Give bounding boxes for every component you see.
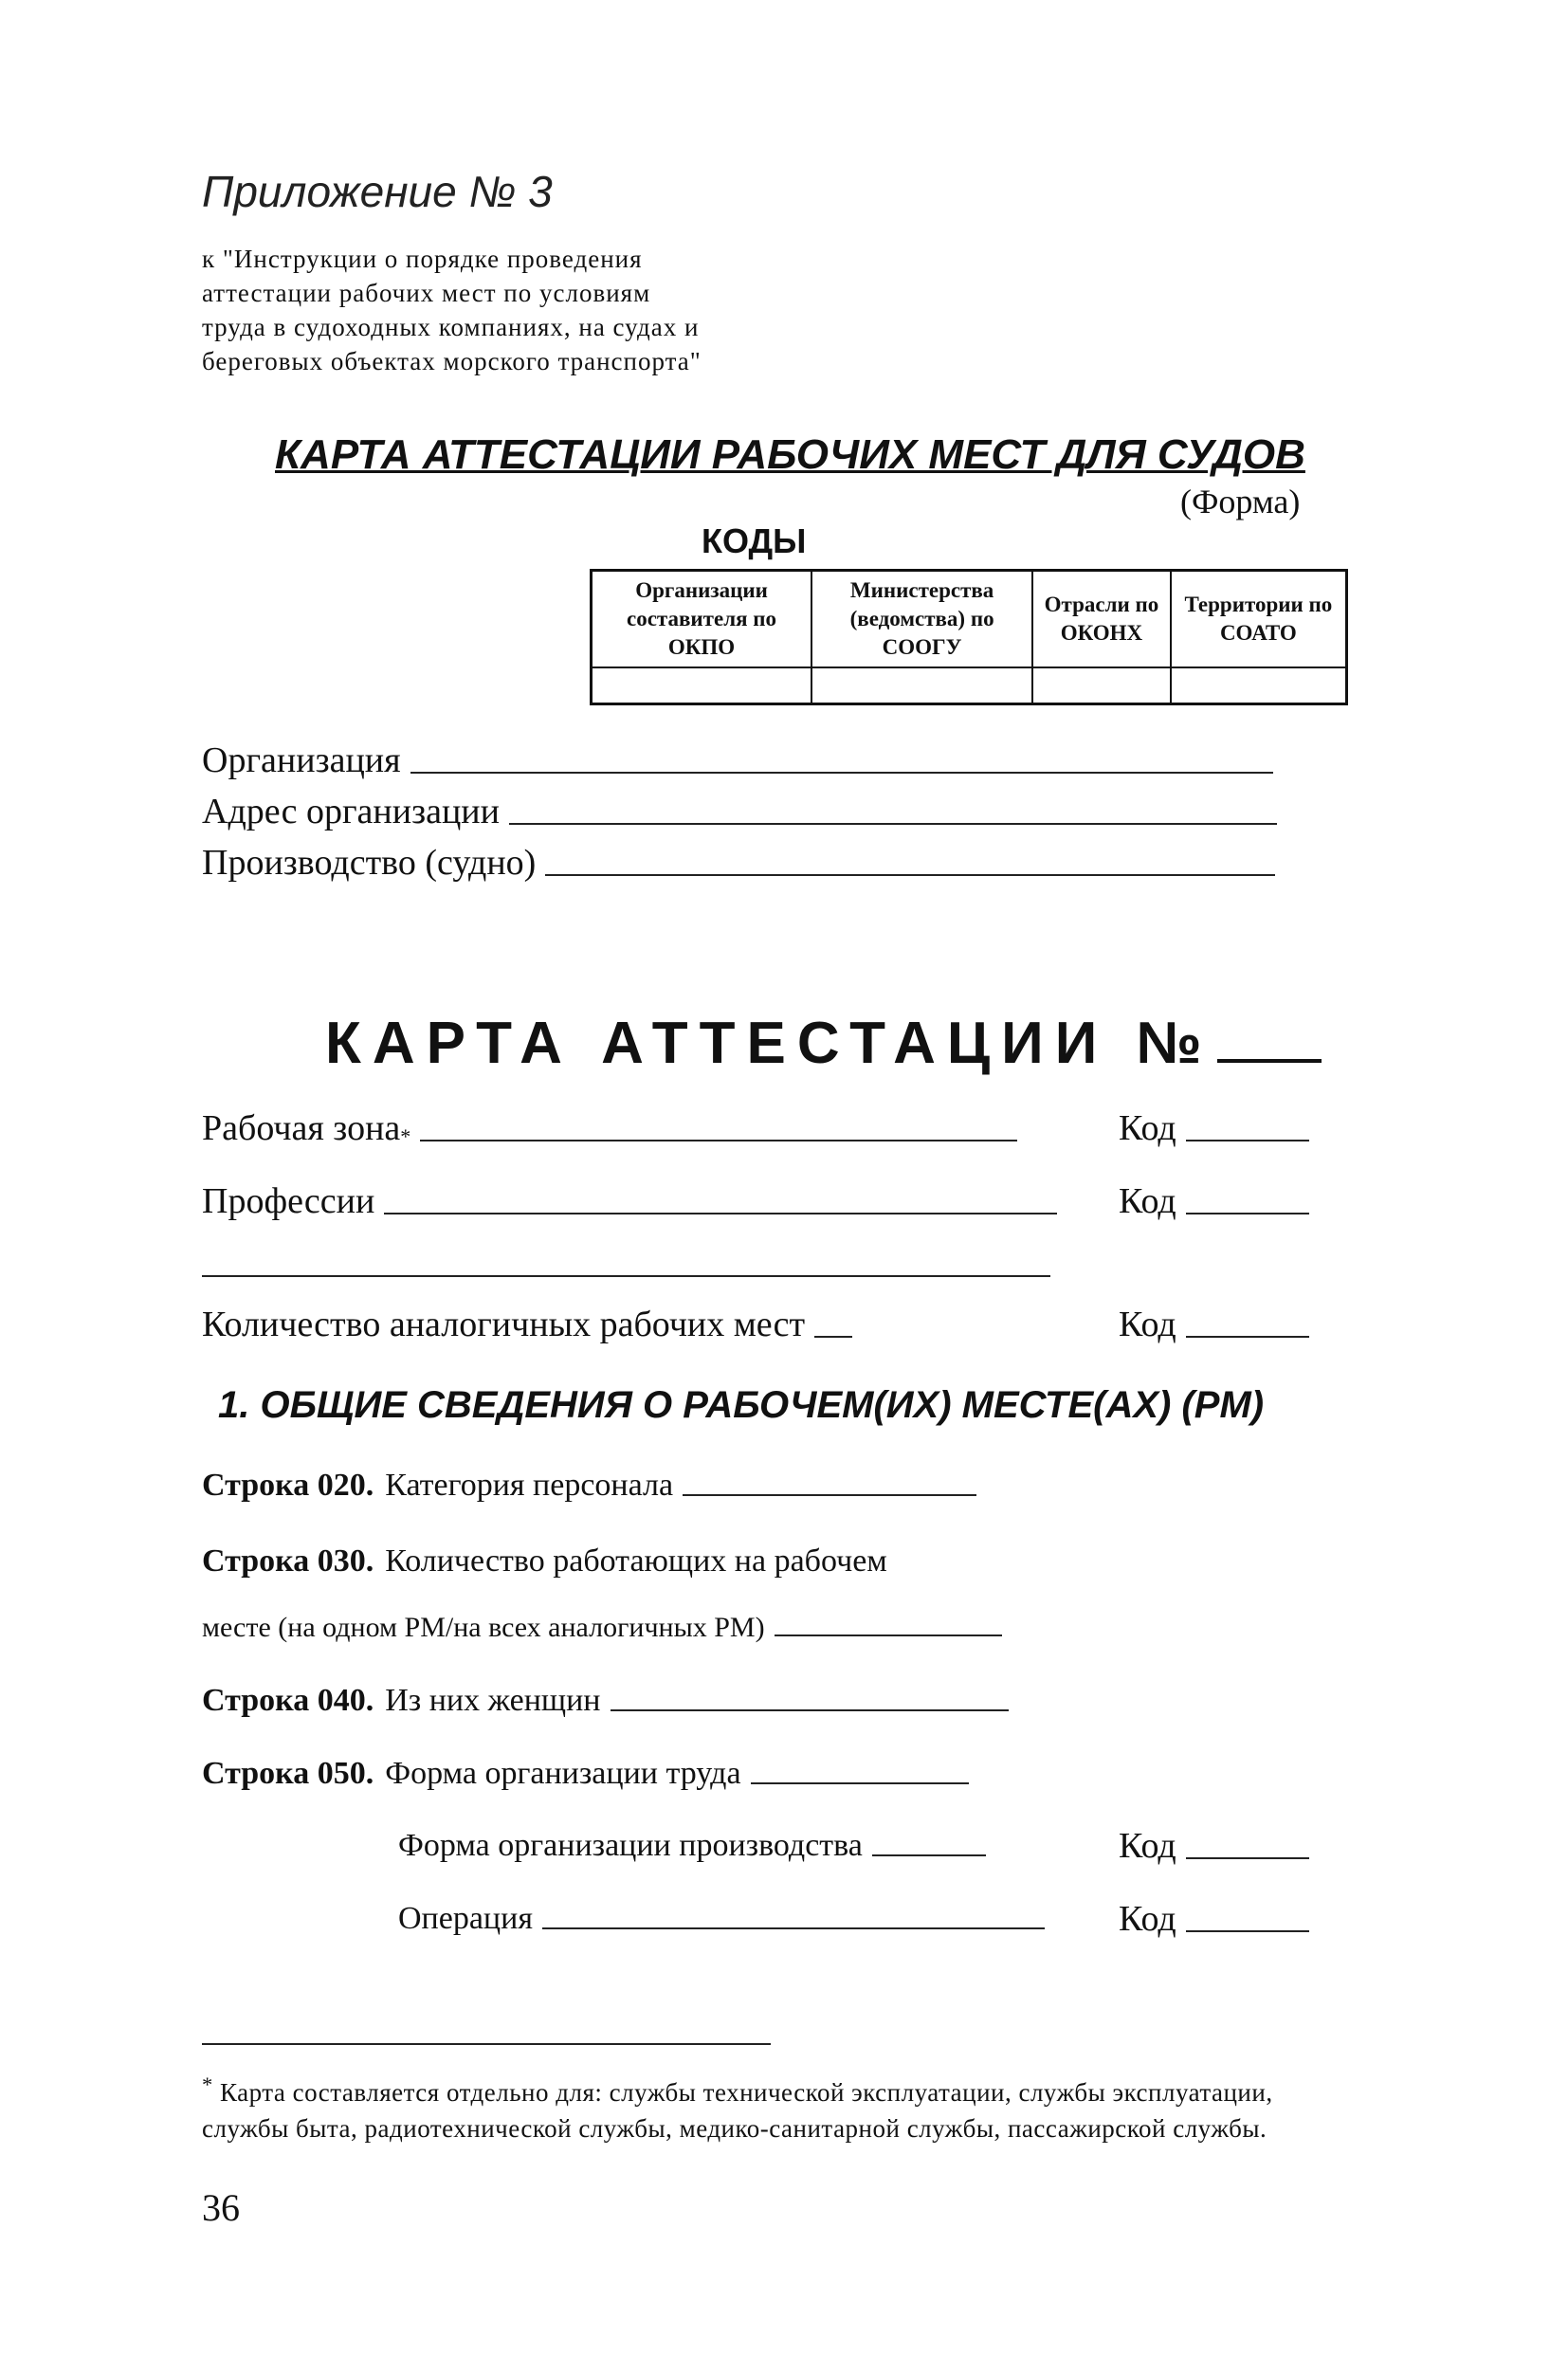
row-040	[202, 1683, 1009, 1719]
work-zone-footnote-mark: *	[400, 1124, 411, 1148]
codes-table	[590, 569, 1348, 705]
row-030	[202, 1543, 1074, 1580]
work-zone-label: Рабочая зона	[202, 1108, 401, 1148]
appendix-line-3: труда в судоходных компаниях, на судах и	[202, 313, 700, 341]
page-number: 36	[202, 2186, 240, 2229]
count-similar-code	[1119, 1304, 1309, 1345]
count-similar-field	[202, 1304, 852, 1345]
production-form-label: Форма организации производства	[398, 1828, 863, 1863]
production-form-code-blank[interactable]	[1186, 1856, 1309, 1859]
organization-field	[202, 740, 1273, 781]
production-form-field	[398, 1828, 986, 1864]
card-number-blank[interactable]	[1217, 1059, 1322, 1063]
code-cell-okpo[interactable]	[592, 667, 812, 704]
row-050	[202, 1756, 969, 1792]
professions-blank[interactable]	[384, 1212, 1057, 1214]
professions-code-label: Код	[1119, 1181, 1176, 1221]
production-form-code-label: Код	[1119, 1826, 1176, 1866]
operation-blank[interactable]	[542, 1927, 1045, 1929]
section-1-title: 1. ОБЩИЕ СВЕДЕНИЯ О РАБОЧЕМ(ИХ) МЕСТЕ(АХ) (РМ)	[218, 1384, 1265, 1426]
work-zone-code-blank[interactable]	[1186, 1139, 1309, 1141]
row-040-text: Из них женщин	[385, 1683, 601, 1718]
form-label: (Форма)	[1180, 483, 1301, 520]
row-020	[202, 1468, 976, 1504]
card-title-text: КАРТА АТТЕСТАЦИИ №	[325, 1011, 1213, 1076]
footnote-text: Карта составляется отдельно для: службы технической эксплуатации, службы эксплуатации, службы быта, радиотехнической службы, медико-санитарной службы, пассажирской службы.	[202, 2078, 1273, 2143]
professions-field	[202, 1180, 1057, 1222]
code-header-soato: Территории по СОАТО	[1171, 571, 1347, 668]
row-030-label: Строка 030.	[202, 1543, 374, 1579]
code-header-okonh: Отрасли по ОКОНХ	[1032, 571, 1171, 668]
card-title	[325, 1010, 1322, 1077]
count-similar-code-label: Код	[1119, 1305, 1176, 1344]
codes-label: КОДЫ	[702, 521, 807, 560]
row-020-label: Строка 020.	[202, 1468, 374, 1503]
appendix-line-4: береговых объектах морского транспорта"	[202, 347, 702, 375]
work-zone-blank[interactable]	[420, 1139, 1017, 1141]
code-header-soogu: Министерства (ведомства) по СООГУ	[811, 571, 1032, 668]
appendix-line-1: к "Инструкции о порядке проведения	[202, 245, 643, 273]
appendix-title: Приложение № 3	[202, 167, 553, 216]
organization-blank[interactable]	[410, 771, 1273, 774]
row-020-text: Категория персонала	[385, 1468, 674, 1503]
row-020-blank[interactable]	[683, 1493, 976, 1496]
professions-label: Профессии	[202, 1181, 375, 1221]
code-cell-okonh[interactable]	[1032, 667, 1171, 704]
document-title: КАРТА АТТЕСТАЦИИ РАБОЧИХ МЕСТ ДЛЯ СУДОВ	[275, 431, 1305, 478]
professions-code-blank[interactable]	[1186, 1212, 1309, 1214]
address-blank[interactable]	[509, 822, 1277, 825]
work-zone-code	[1119, 1107, 1309, 1149]
footnote-rule	[202, 2043, 771, 2045]
row-030-text: Количество работающих на рабочем	[385, 1543, 887, 1579]
row-030-cont	[202, 1612, 1002, 1644]
appendix-line-2: аттестации рабочих мест по условиям	[202, 279, 651, 307]
footnote	[202, 2067, 1292, 2146]
code-cell-soogu[interactable]	[811, 667, 1032, 704]
count-similar-label: Количество аналогичных рабочих мест	[202, 1305, 806, 1344]
address-label: Адрес организации	[202, 792, 500, 831]
production-label: Производство (судно)	[202, 843, 537, 883]
row-040-label: Строка 040.	[202, 1683, 374, 1718]
count-similar-code-blank[interactable]	[1186, 1335, 1309, 1338]
row-050-blank[interactable]	[751, 1781, 969, 1784]
production-form-code	[1119, 1825, 1309, 1867]
production-blank[interactable]	[545, 873, 1275, 876]
row-030-text-2: месте (на одном РМ/на всех аналогичных РМ)	[202, 1612, 765, 1643]
operation-code-label: Код	[1119, 1899, 1176, 1939]
work-zone-field	[202, 1107, 1017, 1149]
footnote-mark: *	[202, 2073, 213, 2096]
code-cell-soato[interactable]	[1171, 667, 1347, 704]
row-050-label: Строка 050.	[202, 1756, 374, 1791]
work-zone-code-label: Код	[1119, 1108, 1176, 1148]
code-header-okpo: Организации составителя по ОКПО	[592, 571, 812, 668]
operation-field	[398, 1901, 1045, 1937]
production-field	[202, 842, 1275, 884]
operation-code	[1119, 1898, 1309, 1940]
address-field	[202, 791, 1277, 832]
operation-code-blank[interactable]	[1186, 1929, 1309, 1932]
count-similar-blank[interactable]	[814, 1335, 852, 1338]
organization-label: Организация	[202, 740, 401, 780]
professions-extra-line[interactable]	[202, 1275, 1050, 1277]
production-form-blank[interactable]	[872, 1854, 986, 1856]
professions-code	[1119, 1180, 1309, 1222]
row-050-text: Форма организации труда	[385, 1756, 741, 1791]
row-040-blank[interactable]	[611, 1708, 1009, 1711]
operation-label: Операция	[398, 1901, 533, 1936]
row-030-blank[interactable]	[775, 1634, 1002, 1636]
